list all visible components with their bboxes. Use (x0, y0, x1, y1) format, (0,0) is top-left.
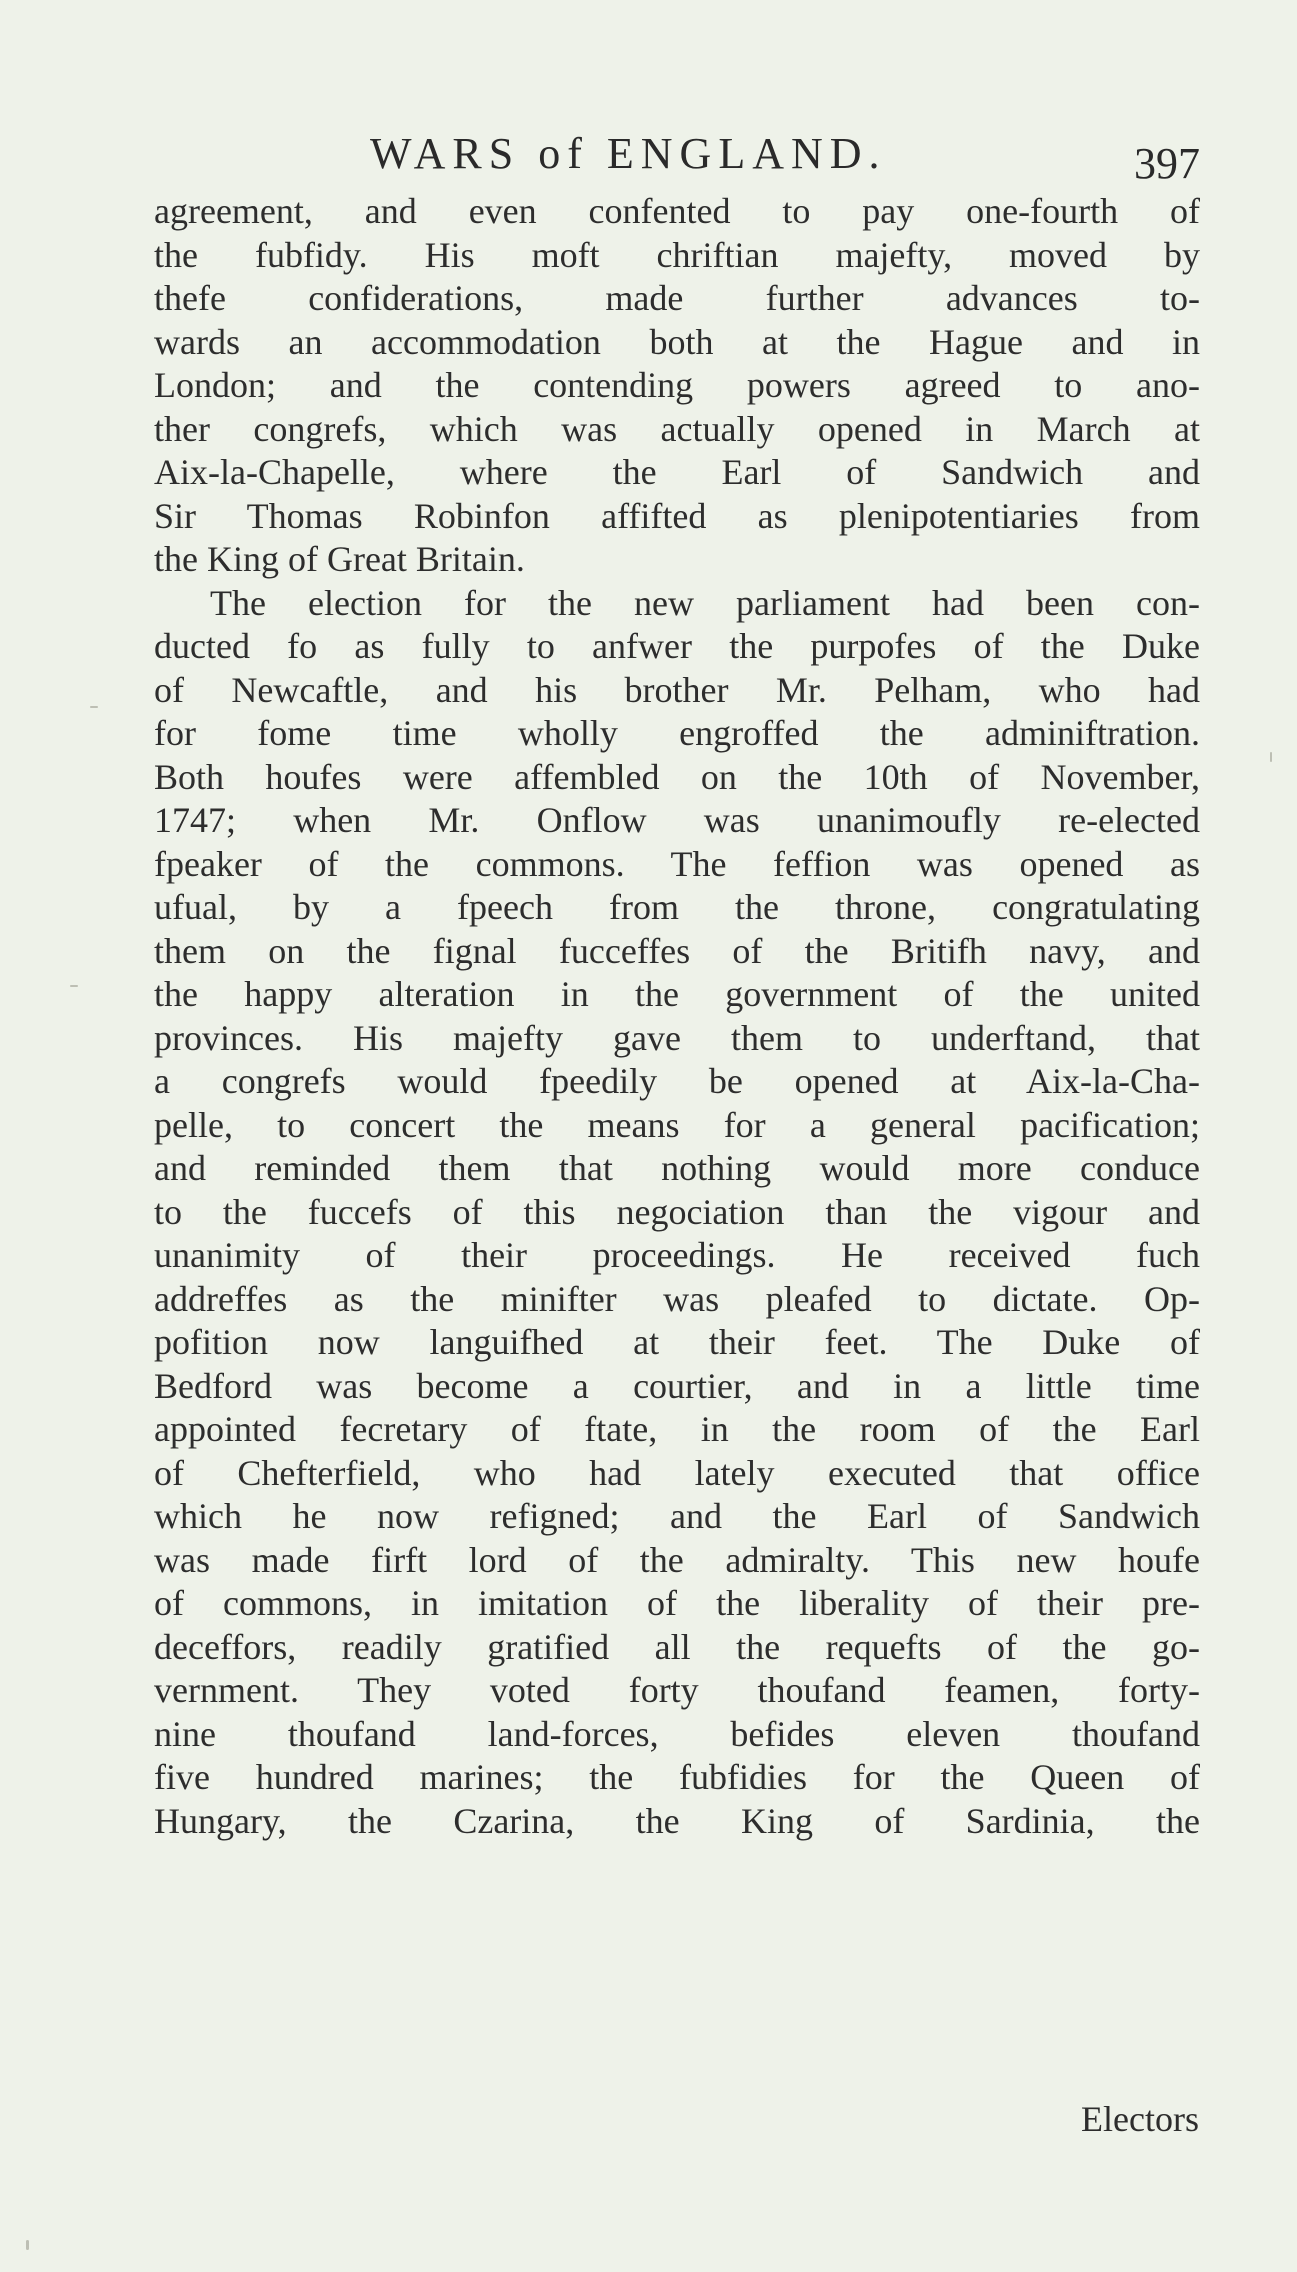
text-line: unanimity of their proceedings. He received fuch (154, 1235, 1200, 1275)
running-title: WARS of ENGLAND. (370, 129, 887, 178)
catchword: Electors (1081, 2099, 1199, 2139)
text-line: wards an accommodation both at the Hague and in (154, 321, 1200, 362)
text-line: thefe confiderations, made further advances to- (154, 278, 1200, 318)
page-number: 397 (1134, 139, 1200, 188)
text-line: for fome time wholly engroffed the adminiftration. (154, 713, 1200, 753)
text-line: which he now refigned; and the Earl of Sandwich (154, 1496, 1200, 1536)
print-speck (1270, 752, 1272, 762)
text-line: agreement, and even confented to pay one-fourth of (154, 191, 1200, 231)
text-line: London; and the contending powers agreed to ano- (154, 365, 1200, 405)
text-line: ducted fo as fully to anfwer the purpofes of the Duke (154, 626, 1200, 666)
running-head (150, 128, 1200, 188)
text-line: Hungary, the Czarina, the King of Sardinia, the (154, 1800, 1200, 1841)
text-line: of Chefterfield, who had lately executed that office (154, 1452, 1200, 1493)
text-line: pofition now languifhed at their feet. The Duke of (154, 1322, 1200, 1362)
text-line: the happy alteration in the government of the united (154, 974, 1200, 1014)
text-line: addreffes as the minifter was pleafed to dictate. Op- (154, 1278, 1200, 1319)
text-line: a congrefs would fpeedily be opened at Aix-la-Cha- (154, 1061, 1200, 1101)
text-line: nine thoufand land-forces, befides eleven thoufand (154, 1713, 1200, 1754)
text-line: of commons, in imitation of the liberality of their pre- (154, 1583, 1200, 1623)
text-line: of Newcaftle, and his brother Mr. Pelham, who had (154, 669, 1200, 710)
text-line: deceffors, readily gratified all the requefts of the go- (154, 1626, 1200, 1667)
text-line: five hundred marines; the fubfidies for the Queen of (154, 1757, 1200, 1797)
text-line: ther congrefs, which was actually opened in March at (154, 408, 1200, 449)
text-line: the fubfidy. His moft chriftian majefty, moved by (154, 234, 1200, 275)
print-speck (26, 2240, 29, 2250)
text-line: and reminded them that nothing would more conduce (154, 1148, 1200, 1188)
text-line: Bedford was become a courtier, and in a little time (154, 1365, 1200, 1406)
text-line: Sir Thomas Robinfon affifted as plenipotentiaries from (154, 495, 1200, 536)
text-line: 1747; when Mr. Onflow was unanimoufly re-elected (154, 800, 1200, 840)
text-line: vernment. They voted forty thoufand feamen, forty- (154, 1670, 1200, 1710)
text-line: appointed fecretary of ftate, in the room of the Earl (154, 1409, 1200, 1449)
text-line: Aix-la-Chapelle, where the Earl of Sandwich and (154, 452, 1200, 492)
text-line: the King of Great Britain. (154, 539, 525, 579)
text-line: Both houfes were affembled on the 10th of November, (154, 756, 1200, 797)
text-line: ufual, by a fpeech from the throne, congratulating (154, 887, 1200, 927)
text-line: provinces. His majefty gave them to underftand, that (154, 1017, 1200, 1058)
text-line: was made firft lord of the admiralty. This new houfe (154, 1539, 1200, 1580)
print-speck (90, 706, 98, 708)
body-text (154, 190, 1200, 1843)
text-line: to the fuccefs of this negociation than the vigour and (154, 1191, 1200, 1232)
text-line: them on the fignal fucceffes of the Britifh navy, and (154, 930, 1200, 971)
text-line: fpeaker of the commons. The feffion was opened as (154, 843, 1200, 884)
text-line: pelle, to concert the means for a general pacification; (154, 1104, 1200, 1145)
print-speck (70, 985, 78, 987)
paragraph-start-line: The election for the new parliament had been con- (210, 582, 1200, 623)
